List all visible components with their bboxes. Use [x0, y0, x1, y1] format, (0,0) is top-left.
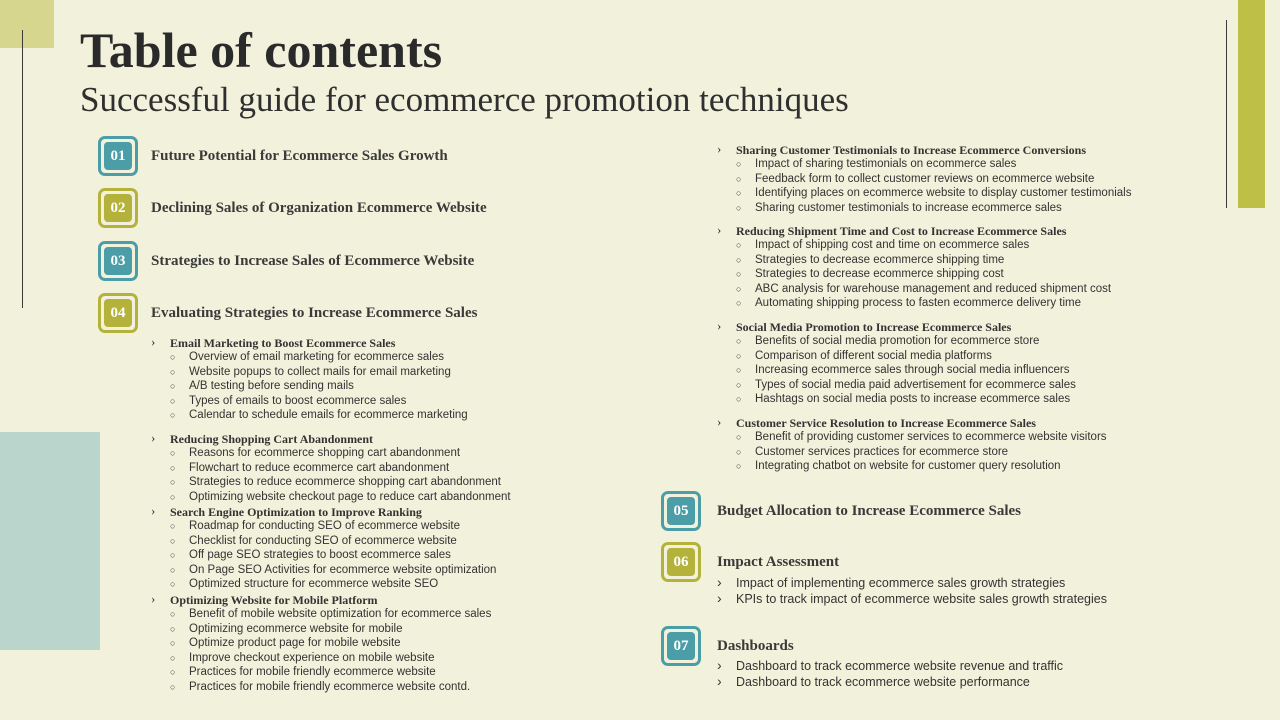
subsection-heading[interactable]: › Sharing Customer Testimonials to Increase Ecommerce Conversions: [717, 143, 1131, 157]
list-item[interactable]: › Impact of implementing ecommerce sales growth strategies: [717, 575, 1107, 591]
section-badge-05: 05: [661, 491, 701, 531]
list-item[interactable]: ○ Roadmap for conducting SEO of ecommerce website: [151, 519, 496, 534]
section-title-03[interactable]: Strategies to Increase Sales of Ecommerce Website: [151, 253, 475, 269]
list-item[interactable]: ○ Benefit of mobile website optimization for ecommerce sales: [151, 607, 491, 622]
section-title-05[interactable]: Budget Allocation to Increase Ecommerce Sales: [717, 503, 1021, 519]
list-item[interactable]: ○ Flowchart to reduce ecommerce cart abandonment: [151, 461, 511, 476]
page-title: Table of contents: [80, 22, 443, 78]
page-subtitle: Successful guide for ecommerce promotion techniques: [80, 80, 849, 119]
list-item[interactable]: ○ Feedback form to collect customer reviews on ecommerce website: [717, 172, 1131, 187]
decor-left-block: [0, 432, 100, 650]
list-item[interactable]: ○ Strategies to reduce ecommerce shopping cart abandonment: [151, 475, 511, 490]
list-item[interactable]: ○ On Page SEO Activities for ecommerce website optimization: [151, 563, 496, 578]
section-badge-02: 02: [98, 188, 138, 228]
decor-top-left-block: [0, 0, 54, 48]
list-item[interactable]: ○ Optimizing ecommerce website for mobile: [151, 622, 491, 637]
list-item[interactable]: ○ Impact of sharing testimonials on ecommerce sales: [717, 157, 1131, 172]
subsection-heading[interactable]: › Search Engine Optimization to Improve Ranking: [151, 505, 496, 519]
decor-right-block: [1238, 0, 1265, 208]
list-item[interactable]: ○ Optimized structure for ecommerce website SEO: [151, 577, 496, 592]
decor-left-line: [22, 30, 23, 308]
list-item[interactable]: ○ Checklist for conducting SEO of ecommerce website: [151, 534, 496, 549]
list-item[interactable]: ○ Strategies to decrease ecommerce shipping time: [717, 253, 1111, 268]
list-item[interactable]: ○ Increasing ecommerce sales through social media influencers: [717, 363, 1076, 378]
section-title-07[interactable]: Dashboards: [717, 638, 794, 654]
list-item[interactable]: ○ Hashtags on social media posts to increase ecommerce sales: [717, 392, 1076, 407]
subsection-customer-service: [717, 416, 1107, 474]
subsection-cart-abandonment: [151, 432, 511, 504]
list-item[interactable]: › KPIs to track impact of ecommerce website sales growth strategies: [717, 591, 1107, 607]
subsection-heading[interactable]: › Customer Service Resolution to Increase Ecommerce Sales: [717, 416, 1107, 430]
list-item[interactable]: ○ Identifying places on ecommerce website to display customer testimonials: [717, 186, 1131, 201]
list-item[interactable]: ○ Comparison of different social media platforms: [717, 349, 1076, 364]
subsection-heading[interactable]: › Reducing Shopping Cart Abandonment: [151, 432, 511, 446]
subsection-email-marketing: [151, 336, 468, 423]
subsection-shipment: [717, 224, 1111, 311]
decor-right-line: [1226, 20, 1227, 208]
dashboard-list: [717, 658, 1063, 690]
list-item[interactable]: ○ Customer services practices for ecommerce store: [717, 445, 1107, 460]
list-item[interactable]: ○ Overview of email marketing for ecommerce sales: [151, 350, 468, 365]
list-item[interactable]: ○ Off page SEO strategies to boost ecommerce sales: [151, 548, 496, 563]
list-item[interactable]: ○ Optimizing website checkout page to reduce cart abandonment: [151, 490, 511, 505]
list-item[interactable]: ○ Benefit of providing customer services to ecommerce website visitors: [717, 430, 1107, 445]
subsection-social-media: [717, 320, 1076, 407]
section-badge-01: 01: [98, 136, 138, 176]
list-item[interactable]: ○ Sharing customer testimonials to increase ecommerce sales: [717, 201, 1131, 216]
list-item[interactable]: ○ Calendar to schedule emails for ecommerce marketing: [151, 408, 468, 423]
list-item[interactable]: ○ Impact of shipping cost and time on ecommerce sales: [717, 238, 1111, 253]
list-item[interactable]: ○ Integrating chatbot on website for customer query resolution: [717, 459, 1107, 474]
list-item[interactable]: ○ Automating shipping process to fasten ecommerce delivery time: [717, 296, 1111, 311]
section-title-04[interactable]: Evaluating Strategies to Increase Ecommerce Sales: [151, 305, 478, 321]
subsection-heading[interactable]: › Reducing Shipment Time and Cost to Increase Ecommerce Sales: [717, 224, 1111, 238]
section-title-06[interactable]: Impact Assessment: [717, 554, 840, 570]
list-item[interactable]: ○ Optimize product page for mobile website: [151, 636, 491, 651]
section-title-02[interactable]: Declining Sales of Organization Ecommerce Website: [151, 200, 487, 216]
list-item[interactable]: ○ Strategies to decrease ecommerce shipping cost: [717, 267, 1111, 282]
list-item[interactable]: ○ A/B testing before sending mails: [151, 379, 468, 394]
list-item[interactable]: › Dashboard to track ecommerce website performance: [717, 674, 1063, 690]
list-item[interactable]: › Dashboard to track ecommerce website revenue and traffic: [717, 658, 1063, 674]
list-item[interactable]: ○ ABC analysis for warehouse management and reduced shipment cost: [717, 282, 1111, 297]
list-item[interactable]: ○ Website popups to collect mails for email marketing: [151, 365, 468, 380]
list-item[interactable]: ○ Reasons for ecommerce shopping cart abandonment: [151, 446, 511, 461]
section-badge-06: 06: [661, 542, 701, 582]
subsection-heading[interactable]: › Optimizing Website for Mobile Platform: [151, 593, 491, 607]
list-item[interactable]: ○ Types of social media paid advertisement for ecommerce sales: [717, 378, 1076, 393]
subsection-testimonials: [717, 143, 1131, 215]
section-badge-04: 04: [98, 293, 138, 333]
impact-list: [717, 575, 1107, 607]
list-item[interactable]: ○ Benefits of social media promotion for ecommerce store: [717, 334, 1076, 349]
subsection-heading[interactable]: › Social Media Promotion to Increase Ecommerce Sales: [717, 320, 1076, 334]
list-item[interactable]: ○ Improve checkout experience on mobile website: [151, 651, 491, 666]
subsection-heading[interactable]: › Email Marketing to Boost Ecommerce Sales: [151, 336, 468, 350]
section-badge-03: 03: [98, 241, 138, 281]
subsection-mobile: [151, 593, 491, 694]
list-item[interactable]: ○ Practices for mobile friendly ecommerce website: [151, 665, 491, 680]
subsection-seo: [151, 505, 496, 592]
section-title-01[interactable]: Future Potential for Ecommerce Sales Growth: [151, 148, 448, 164]
section-badge-07: 07: [661, 626, 701, 666]
list-item[interactable]: ○ Types of emails to boost ecommerce sales: [151, 394, 468, 409]
list-item[interactable]: ○ Practices for mobile friendly ecommerce website contd.: [151, 680, 491, 695]
